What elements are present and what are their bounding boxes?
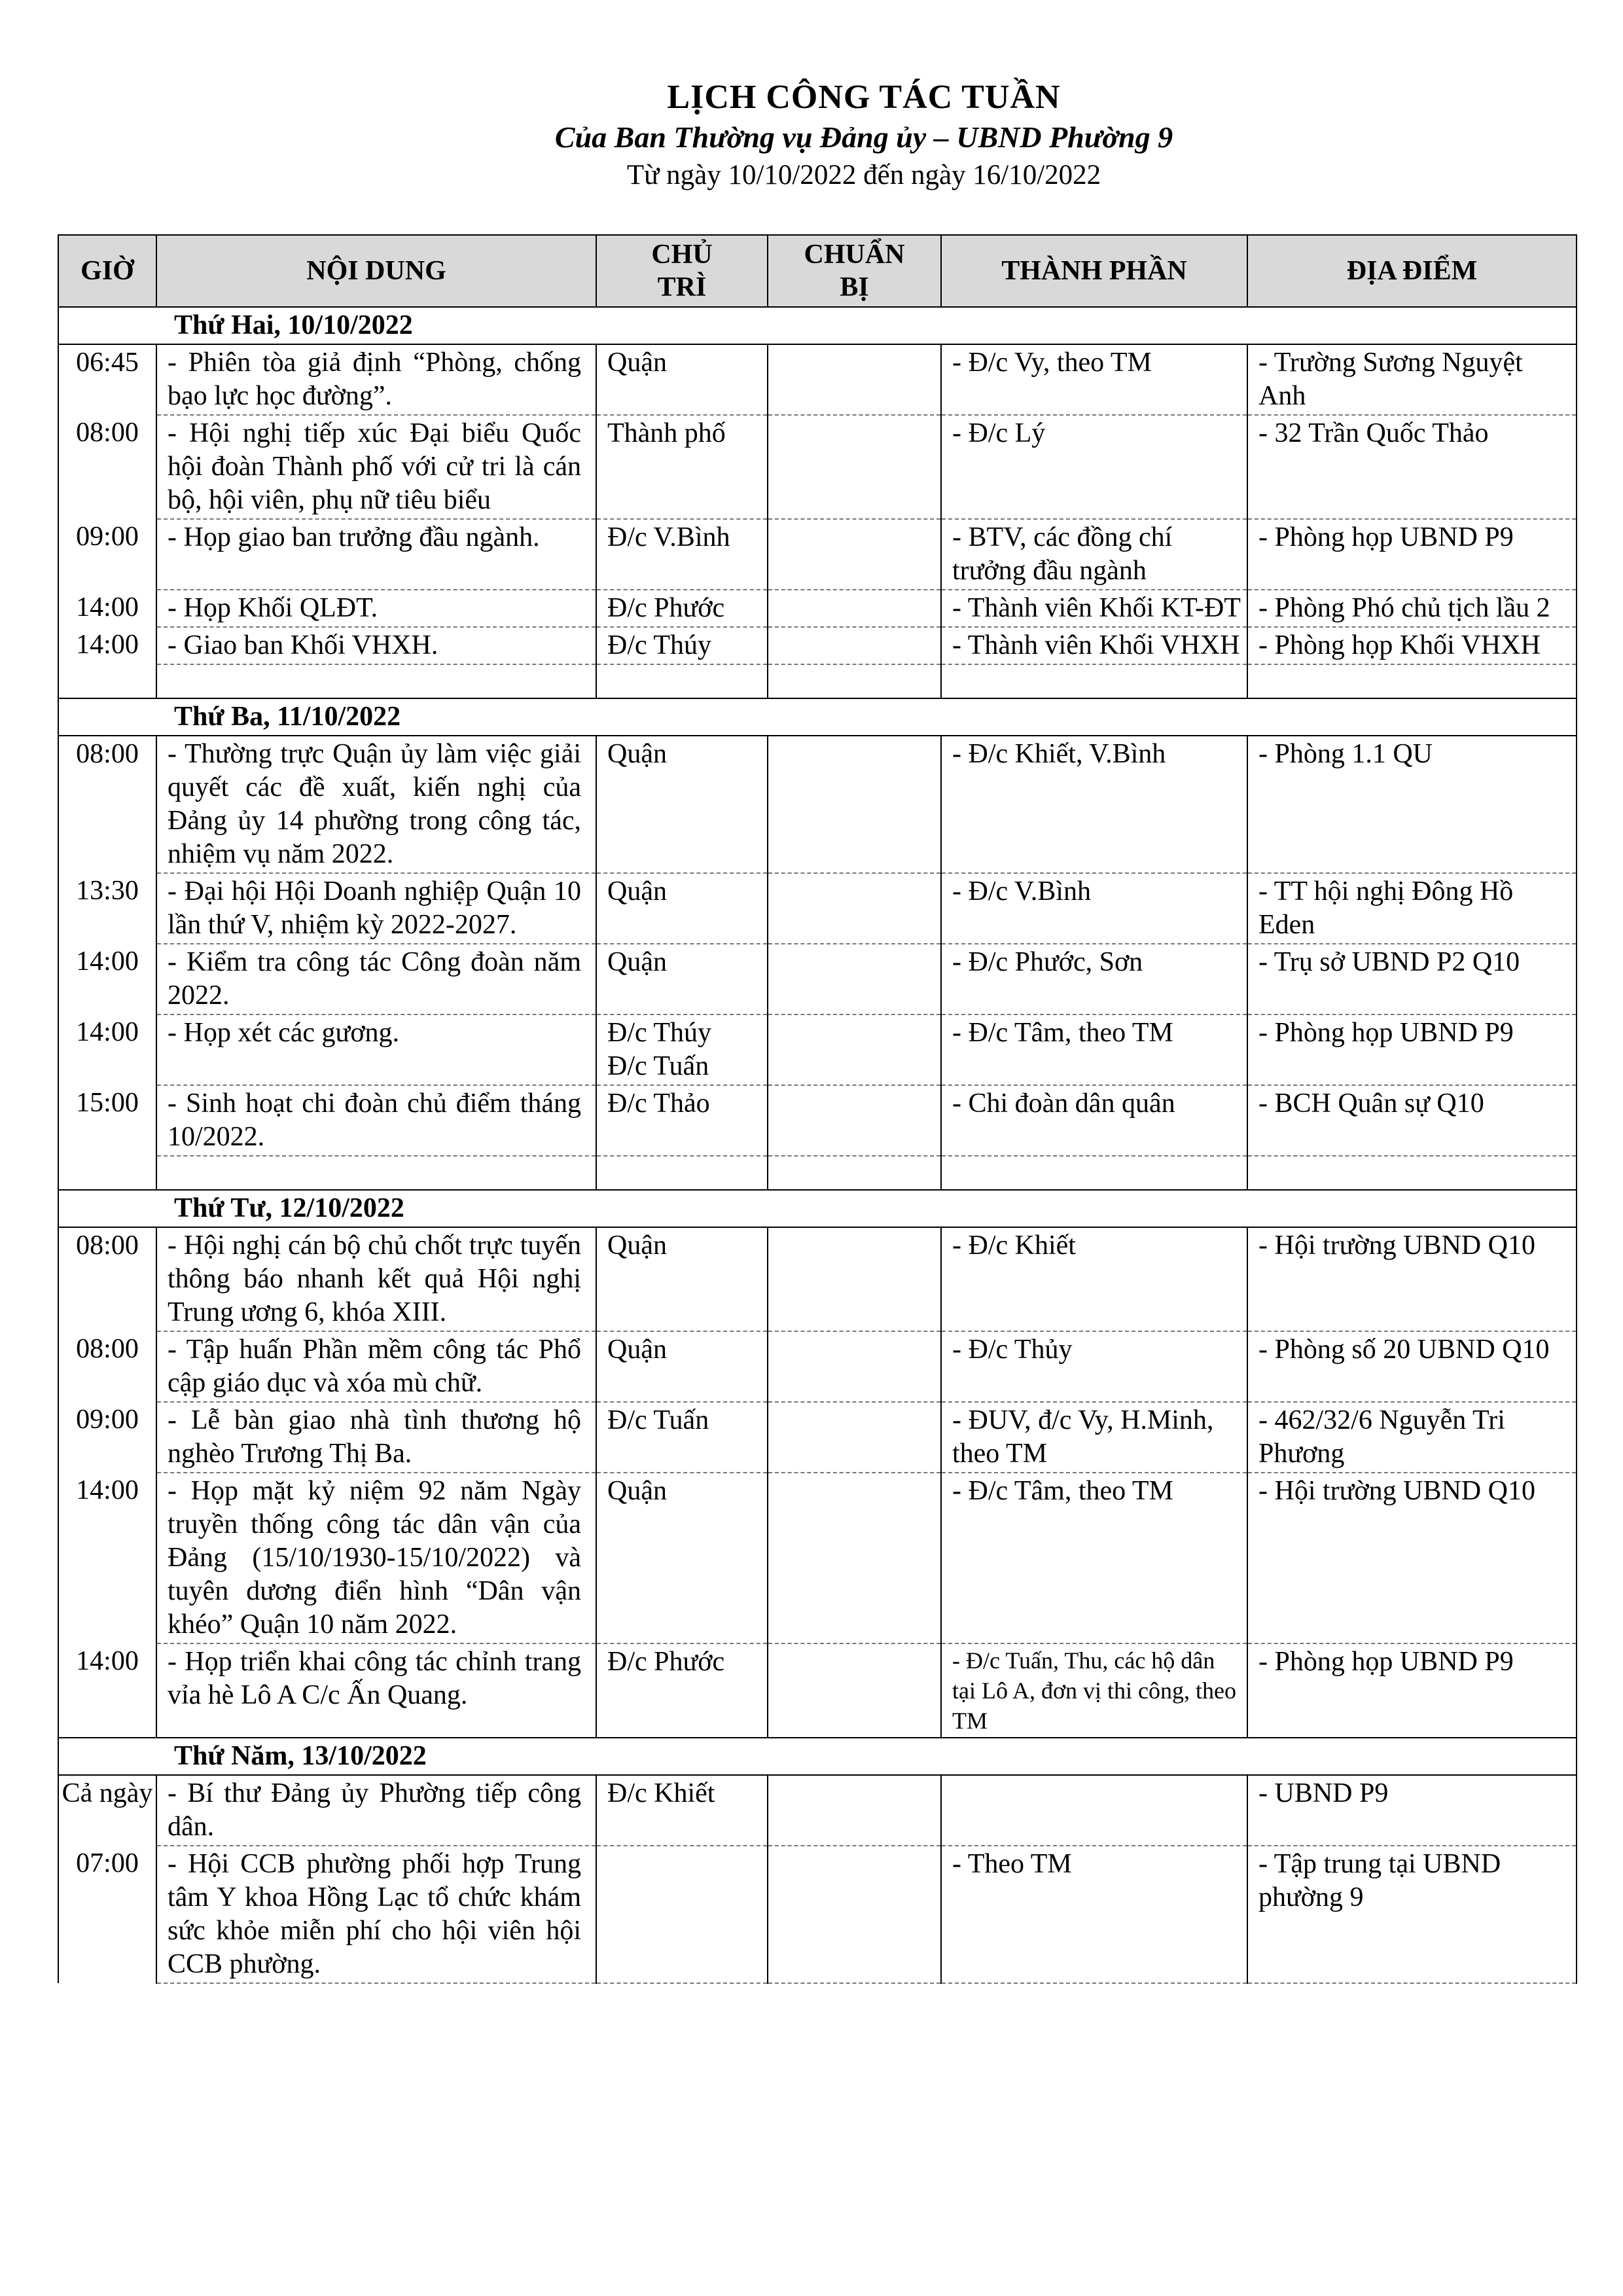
- event-participants: - Chi đoàn dân quân: [941, 1085, 1247, 1156]
- event-content: - Hội CCB phường phối hợp Trung tâm Y khoa Hồng Lạc tổ chức khám sức khỏe miễn phí cho hội viên hội CCB phường.: [156, 1846, 596, 1983]
- event-participants: - Đ/c Thủy: [941, 1331, 1247, 1402]
- day-label: Thứ Ba, 11/10/2022: [58, 698, 1577, 736]
- event-content: - Đại hội Hội Doanh nghiệp Quận 10 lần thứ V, nhiệm kỳ 2022-2027.: [156, 873, 596, 944]
- event-content: - Lễ bàn giao nhà tình thương hộ nghèo Trương Thị Ba.: [156, 1402, 596, 1473]
- table-row: [58, 1402, 1577, 1473]
- event-chair: Đ/c Khiết: [596, 1775, 768, 1846]
- event-prep: [768, 736, 941, 873]
- event-chair: Quận: [596, 736, 768, 873]
- event-participants: - Đ/c Tâm, theo TM: [941, 1473, 1247, 1643]
- event-content: - Thường trực Quận ủy làm việc giải quyết các đề xuất, kiến nghị của Đảng ủy 14 phường trong công tác, nhiệm vụ năm 2022.: [156, 736, 596, 873]
- event-chair: Quận: [596, 1227, 768, 1331]
- event-content: - Bí thư Đảng ủy Phường tiếp công dân.: [156, 1775, 596, 1846]
- table-row: [58, 344, 1577, 415]
- event-content: - Hội nghị tiếp xúc Đại biểu Quốc hội đoàn Thành phố với cử tri là cán bộ, hội viên, phụ nữ tiêu biểu: [156, 415, 596, 519]
- event-participants: - Đ/c V.Bình: [941, 873, 1247, 944]
- event-time: 14:00: [58, 1473, 156, 1643]
- event-prep: [768, 944, 941, 1014]
- event-time: 14:00: [58, 944, 156, 1014]
- event-location: - Phòng Phó chủ tịch lầu 2: [1247, 590, 1577, 627]
- document-header: [0, 77, 1623, 194]
- header-participants: THÀNH PHẦN: [941, 235, 1247, 307]
- event-participants: - Đ/c Vy, theo TM: [941, 344, 1247, 415]
- table-row: [58, 1227, 1577, 1331]
- event-content: - Tập huấn Phần mềm công tác Phổ cập giáo dục và xóa mù chữ.: [156, 1331, 596, 1402]
- header-time: GIỜ: [58, 235, 156, 307]
- event-content: - Hội nghị cán bộ chủ chốt trực tuyến thông báo nhanh kết quả Hội nghị Trung ương 6, khóa XIII.: [156, 1227, 596, 1331]
- header-row: [58, 235, 1577, 307]
- event-prep: [768, 1402, 941, 1473]
- event-participants: - Đ/c Khiết: [941, 1227, 1247, 1331]
- event-location: - 32 Trần Quốc Thảo: [1247, 415, 1577, 519]
- event-participants: - ĐUV, đ/c Vy, H.Minh, theo TM: [941, 1402, 1247, 1473]
- event-participants: - Thành viên Khối VHXH: [941, 627, 1247, 664]
- event-content: - Kiểm tra công tác Công đoàn năm 2022.: [156, 944, 596, 1014]
- event-prep: [768, 1846, 941, 1983]
- event-content: - Họp xét các gương.: [156, 1014, 596, 1085]
- event-time: 14:00: [58, 1643, 156, 1738]
- event-prep: [768, 590, 941, 627]
- event-time: 07:00: [58, 1846, 156, 1983]
- table-row: [58, 1775, 1577, 1846]
- event-time: 09:00: [58, 519, 156, 590]
- event-location: - Phòng 1.1 QU: [1247, 736, 1577, 873]
- event-content: - Giao ban Khối VHXH.: [156, 627, 596, 664]
- event-location: - UBND P9: [1247, 1775, 1577, 1846]
- table-row: [58, 736, 1577, 873]
- day-row: [58, 307, 1577, 344]
- event-chair: Quận: [596, 873, 768, 944]
- event-content: - Họp giao ban trưởng đầu ngành.: [156, 519, 596, 590]
- event-location: - Hội trường UBND Q10: [1247, 1227, 1577, 1331]
- table-row: [58, 873, 1577, 944]
- table-row: [58, 1014, 1577, 1085]
- event-prep: [768, 1331, 941, 1402]
- event-participants: - Đ/c Khiết, V.Bình: [941, 736, 1247, 873]
- event-chair: Quận: [596, 1331, 768, 1402]
- event-participants: - Thành viên Khối KT-ĐT: [941, 590, 1247, 627]
- header-prep: CHUẨN BỊ: [768, 235, 941, 307]
- event-participants: [941, 1775, 1247, 1846]
- event-time: 09:00: [58, 1402, 156, 1473]
- event-prep: [768, 1227, 941, 1331]
- event-location: - BCH Quân sự Q10: [1247, 1085, 1577, 1156]
- event-prep: [768, 519, 941, 590]
- event-prep: [768, 1473, 941, 1643]
- date-range: Từ ngày 10/10/2022 đến ngày 16/10/2022: [626, 160, 1101, 190]
- schedule-table: [58, 234, 1577, 1984]
- event-prep: [768, 627, 941, 664]
- day-label: Thứ Tư, 12/10/2022: [58, 1190, 1577, 1227]
- table-row: [58, 944, 1577, 1014]
- event-time: 15:00: [58, 1085, 156, 1156]
- event-time: 14:00: [58, 590, 156, 627]
- event-time: 08:00: [58, 1227, 156, 1331]
- event-participants: - Đ/c Phước, Sơn: [941, 944, 1247, 1014]
- event-prep: [768, 344, 941, 415]
- event-chair: Quận: [596, 344, 768, 415]
- blank-row: [58, 664, 1577, 698]
- event-content: - Họp Khối QLĐT.: [156, 590, 596, 627]
- event-location: - Phòng họp UBND P9: [1247, 1643, 1577, 1738]
- event-location: - Phòng họp UBND P9: [1247, 519, 1577, 590]
- table-row: [58, 1643, 1577, 1738]
- event-time: 08:00: [58, 415, 156, 519]
- event-chair: Quận: [596, 1473, 768, 1643]
- event-location: - Hội trường UBND Q10: [1247, 1473, 1577, 1643]
- event-content: - Phiên tòa giả định “Phòng, chống bạo lực học đường”.: [156, 344, 596, 415]
- event-prep: [768, 873, 941, 944]
- table-row: [58, 1846, 1577, 1983]
- event-location: - Trường Sương Nguyệt Anh: [1247, 344, 1577, 415]
- event-prep: [768, 1085, 941, 1156]
- event-time: 08:00: [58, 736, 156, 873]
- table-row: [58, 1473, 1577, 1643]
- event-participants: - Đ/c Tâm, theo TM: [941, 1014, 1247, 1085]
- table-row: [58, 627, 1577, 664]
- event-participants: - Đ/c Tuấn, Thu, các hộ dân tại Lô A, đơn vị thi công, theo TM: [941, 1643, 1247, 1738]
- event-time: 08:00: [58, 1331, 156, 1402]
- header-location: ĐỊA ĐIỂM: [1247, 235, 1577, 307]
- event-chair: Quận: [596, 944, 768, 1014]
- event-chair: Đ/c Phước: [596, 590, 768, 627]
- blank-row: [58, 1156, 1577, 1190]
- day-row: [58, 1190, 1577, 1227]
- event-chair: Đ/c Thúy: [596, 627, 768, 664]
- document-title: LỊCH CÔNG TÁC TUẦN: [667, 79, 1061, 116]
- event-prep: [768, 1643, 941, 1738]
- document-subtitle: Của Ban Thường vụ Đảng ủy – UBND Phường 9: [554, 120, 1173, 154]
- day-row: [58, 698, 1577, 736]
- event-prep: [768, 1775, 941, 1846]
- table-row: [58, 1085, 1577, 1156]
- event-location: - 462/32/6 Nguyễn Tri Phương: [1247, 1402, 1577, 1473]
- event-time: 13:30: [58, 873, 156, 944]
- table-row: [58, 590, 1577, 627]
- event-location: - TT hội nghị Đông Hồ Eden: [1247, 873, 1577, 944]
- day-label: Thứ Năm, 13/10/2022: [58, 1738, 1577, 1775]
- event-participants: - Đ/c Lý: [941, 415, 1247, 519]
- table-row: [58, 519, 1577, 590]
- event-participants: - BTV, các đồng chí trưởng đầu ngành: [941, 519, 1247, 590]
- header-content: NỘI DUNG: [156, 235, 596, 307]
- table-row: [58, 1331, 1577, 1402]
- event-participants: - Theo TM: [941, 1846, 1247, 1983]
- event-prep: [768, 1014, 941, 1085]
- event-prep: [768, 415, 941, 519]
- event-time: Cả ngày: [58, 1775, 156, 1846]
- event-chair: Đ/c V.Bình: [596, 519, 768, 590]
- event-content: - Họp mặt kỷ niệm 92 năm Ngày truyền thống công tác dân vận của Đảng (15/10/1930-15/10/2022) và tuyên dương điển hình “Dân vận khéo” Quận 10 năm 2022.: [156, 1473, 596, 1643]
- event-time: 14:00: [58, 627, 156, 664]
- event-chair: [596, 1846, 768, 1983]
- event-chair: Đ/c Thảo: [596, 1085, 768, 1156]
- header-chair: CHỦ TRÌ: [596, 235, 768, 307]
- table-row: [58, 415, 1577, 519]
- event-location: - Phòng họp Khối VHXH: [1247, 627, 1577, 664]
- event-time: 06:45: [58, 344, 156, 415]
- day-label: Thứ Hai, 10/10/2022: [58, 307, 1577, 344]
- event-location: - Phòng họp UBND P9: [1247, 1014, 1577, 1085]
- event-content: - Sinh hoạt chi đoàn chủ điểm tháng 10/2022.: [156, 1085, 596, 1156]
- event-location: - Phòng số 20 UBND Q10: [1247, 1331, 1577, 1402]
- event-chair: Thành phố: [596, 415, 768, 519]
- event-location: - Tập trung tại UBND phường 9: [1247, 1846, 1577, 1983]
- event-chair: Đ/c Phước: [596, 1643, 768, 1738]
- event-location: - Trụ sở UBND P2 Q10: [1247, 944, 1577, 1014]
- event-content: - Họp triển khai công tác chỉnh trang vỉa hè Lô A C/c Ấn Quang.: [156, 1643, 596, 1738]
- event-time: 14:00: [58, 1014, 156, 1085]
- event-chair: Đ/c Tuấn: [596, 1402, 768, 1473]
- event-chair: Đ/c Thúy Đ/c Tuấn: [596, 1014, 768, 1085]
- day-row: [58, 1738, 1577, 1775]
